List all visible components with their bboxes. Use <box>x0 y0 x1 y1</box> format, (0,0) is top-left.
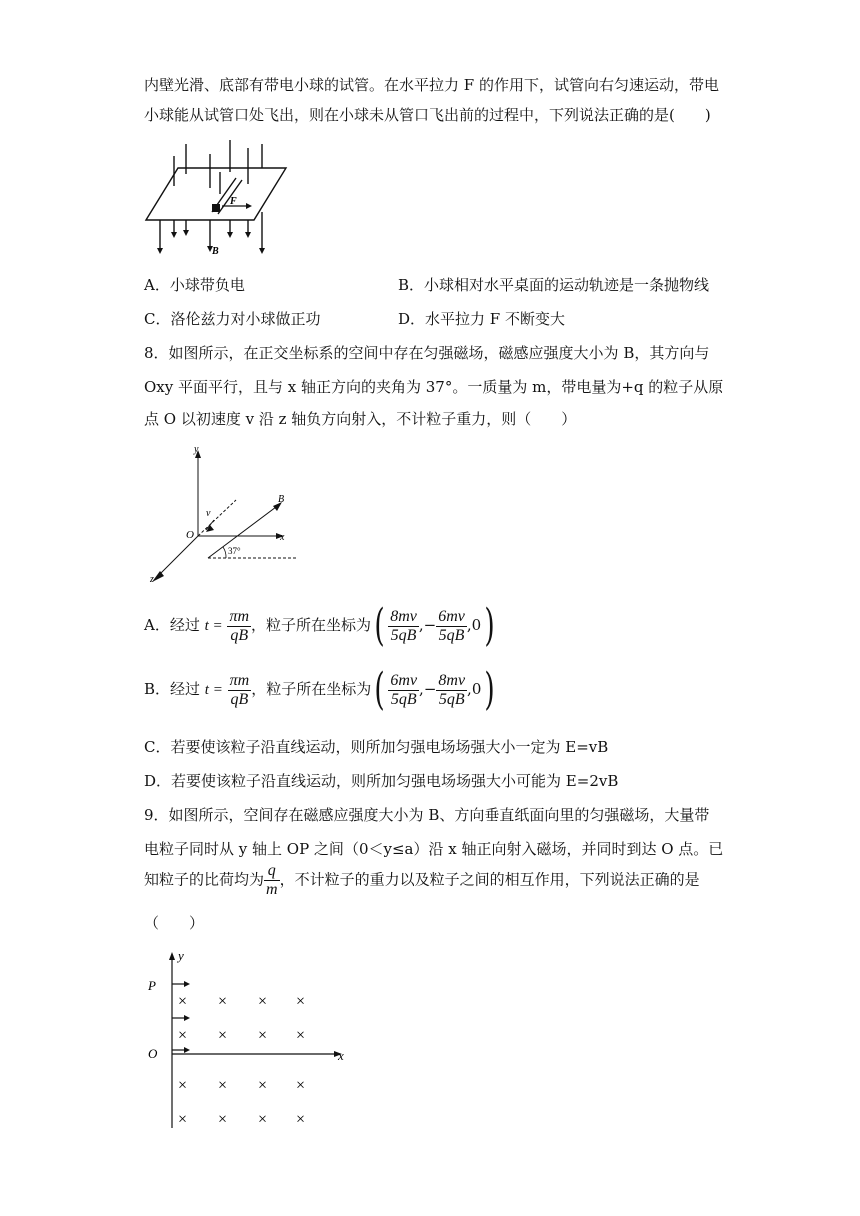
svg-text:×: × <box>258 1077 268 1094</box>
q9-charge-mass-ratio: $\frac{q}{m}$ <box>266 862 278 898</box>
svg-text:×: × <box>296 1077 306 1094</box>
q9-field-crosses <box>178 993 305 1128</box>
q8-z-label: z <box>150 574 154 585</box>
q7-stem-line2: 小球能从试管口处飞出，则在小球未从管口飞出前的过程中，下列说法正确的是( ) <box>144 106 711 124</box>
q8-y-label: y <box>194 444 199 455</box>
q8-option-b[interactable]: B．经过 t = $\frac{\pi m}{qB}$ ，粒子所在坐标为( $\frac{6mv}{5qB}$ ,− $\frac{8mv}{5qB}$ ,0) <box>144 664 496 715</box>
svg-text:×: × <box>218 1027 228 1044</box>
q9-figure <box>140 946 352 1138</box>
q8-option-b-coord-y: $\frac{8mv}{5qB}$ <box>438 671 466 708</box>
svg-text:×: × <box>258 1111 268 1128</box>
svg-text:×: × <box>178 993 188 1010</box>
q7-stem-line1: 内壁光滑、底部有带电小球的试管。在水平拉力 F 的作用下，试管向右匀速运动，带电 <box>144 76 719 94</box>
q8-option-b-prefix: B．经过 <box>144 680 205 698</box>
q8-option-a-coord-z: 0 <box>471 616 482 634</box>
svg-text:×: × <box>296 1111 306 1128</box>
q8-x-label: x <box>280 532 285 543</box>
svg-text:×: × <box>218 1077 228 1094</box>
q8-option-a-prefix: A．经过 <box>144 616 205 634</box>
svg-text:×: × <box>178 1111 188 1128</box>
q7-option-a[interactable]: A．小球带负电 <box>144 276 245 294</box>
q9-stem-line2: 电粒子同时从 y 轴上 OP 之间（0＜y≤a）沿 x 轴正向射入磁场，并同时到达 O 点。已 <box>144 840 724 858</box>
q8-option-a-coord-y: $\frac{6mv}{5qB}$ <box>438 607 465 644</box>
q8-option-b-coord-x: $\frac{6mv}{5qB}$ <box>390 671 418 708</box>
q8-angle-label: 37° <box>228 546 241 556</box>
svg-text:×: × <box>258 993 268 1010</box>
q9-o-label: O <box>148 1046 158 1061</box>
q8-figure <box>140 440 300 588</box>
q7-option-b[interactable]: B．小球相对水平桌面的运动轨迹是一条抛物线 <box>398 276 710 294</box>
q8-v-label: v <box>206 508 211 519</box>
svg-text:×: × <box>296 1027 306 1044</box>
q9-x-label: x <box>338 1048 344 1063</box>
q8-option-b-coord-z: 0 <box>471 680 482 698</box>
q9-y-label: y <box>178 948 184 963</box>
q9-stem-line3-prefix: 知粒子的比荷均为 <box>144 870 265 889</box>
q7-field-label: B <box>212 246 219 257</box>
q9-stem-line3 <box>144 862 700 899</box>
q7-option-c[interactable]: C．洛伦兹力对小球做正功 <box>144 310 321 328</box>
q9-stem-line4: （ ） <box>144 914 205 932</box>
svg-text:×: × <box>218 1111 228 1128</box>
q8-option-a-time-fraction: $\frac{\pi m}{qB}$ <box>229 607 250 644</box>
q8-stem-line3: 点 O 以初速度 v 沿 z 轴负方向射入，不计粒子重力，则（ ） <box>144 410 577 428</box>
svg-text:×: × <box>296 993 306 1010</box>
q8-origin-label: O <box>186 529 194 541</box>
svg-text:×: × <box>218 993 228 1010</box>
q9-p-label: P <box>148 978 156 993</box>
q9-stem-line3-suffix: ，不计粒子的重力以及粒子之间的相互作用，下列说法正确的是 <box>279 870 700 889</box>
q8-option-a-text: ，粒子所在坐标为 <box>251 616 372 634</box>
q8-b-label: B <box>278 494 285 505</box>
q8-stem-line1: 8．如图所示，在正交坐标系的空间中存在匀强磁场，磁感应强度大小为 B，其方向与 <box>144 344 710 362</box>
q7-force-label: F <box>230 196 237 207</box>
svg-text:×: × <box>178 1077 188 1094</box>
q8-option-b-t: t = <box>204 682 223 698</box>
q8-option-d[interactable]: D．若要使该粒子沿直线运动，则所加匀强电场场强大小可能为 E=2vB <box>144 772 619 790</box>
svg-text:×: × <box>178 1027 188 1044</box>
q8-option-a[interactable]: A．经过 t = $\frac{\pi m}{qB}$ ，粒子所在坐标为( $\frac{8mv}{5qB}$ ,− $\frac{6mv}{5qB}$ ,0) <box>144 600 495 651</box>
q7-figure <box>140 138 290 260</box>
q9-stem-line1: 9．如图所示，空间存在磁感应强度大小为 B、方向垂直纸面向里的匀强磁场，大量带 <box>144 806 710 824</box>
q8-option-a-t: t = <box>204 618 223 634</box>
q7-option-d[interactable]: D．水平拉力 F 不断变大 <box>398 310 565 328</box>
q8-stem-line2: Oxy 平面平行，且与 x 轴正方向的夹角为 37°。一质量为 m，带电量为+q 的粒子从原 <box>144 378 724 396</box>
q8-option-c[interactable]: C．若要使该粒子沿直线运动，则所加匀强电场场强大小一定为 E=vB <box>144 738 609 756</box>
svg-text:×: × <box>258 1027 268 1044</box>
q8-option-b-text: ，粒子所在坐标为 <box>251 680 372 698</box>
q8-option-b-time-fraction: $\frac{\pi m}{qB}$ <box>229 671 250 708</box>
q8-option-a-coord-x: $\frac{8mv}{5qB}$ <box>390 607 417 644</box>
